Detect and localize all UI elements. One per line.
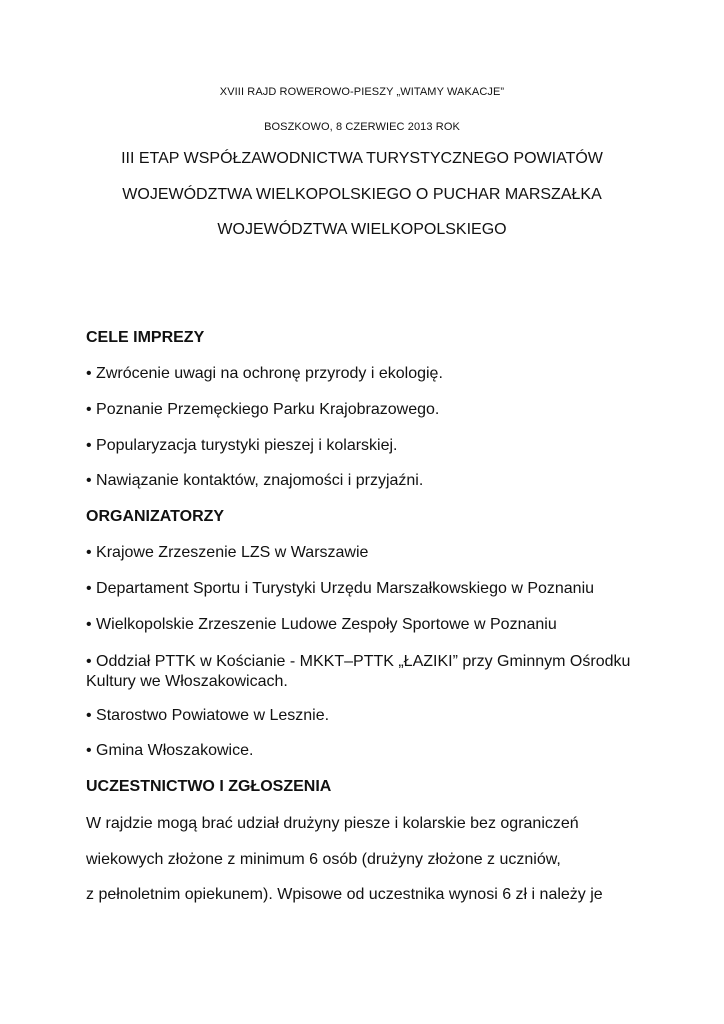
goal-item: • Poznanie Przemęckiego Parku Krajobrazowego. (86, 401, 440, 418)
organizer-item: • Krajowe Zrzeszenie LZS w Warszawie (86, 544, 369, 561)
goal-item: • Nawiązanie kontaktów, znajomości i przyjaźni. (86, 472, 424, 489)
organizer-item: • Starostwo Powiatowe w Lesznie. (86, 707, 330, 724)
title-line-1: III ETAP WSPÓŁZAWODNICTWA TURYSTYCZNEGO POWIATÓW (121, 150, 603, 167)
location-date: BOSZKOWO, 8 CZERWIEC 2013 ROK (264, 121, 460, 133)
organizer-item: • Wielkopolskie Zrzeszenie Ludowe Zespoły Sportowe w Poznaniu (86, 616, 557, 633)
participation-heading: UCZESTNICTWO I ZGŁOSZENIA (86, 778, 332, 795)
participation-line: z pełnoletnim opiekunem). Wpisowe od uczestnika wynosi 6 zł i należy je (86, 886, 603, 903)
participation-line: W rajdzie mogą brać udział drużyny piesze i kolarskie bez ograniczeń (86, 815, 579, 832)
goals-heading: CELE IMPREZY (86, 329, 205, 346)
organizer-item: • Departament Sportu i Turystyki Urzędu Marszałkowskiego w Poznaniu (86, 580, 595, 597)
goal-item: • Zwrócenie uwagi na ochronę przyrody i ekologię. (86, 365, 443, 382)
organizers-heading: ORGANIZATORZY (86, 508, 225, 525)
organizer-item: • Gmina Włoszakowice. (86, 742, 254, 759)
goal-item: • Popularyzacja turystyki pieszej i kolarskiej. (86, 437, 398, 454)
title-line-3: WOJEWÓDZTWA WIELKOPOLSKIEGO (217, 221, 507, 238)
event-name: XVIII RAJD ROWEROWO-PIESZY „WITAMY WAKACJE” (219, 86, 505, 98)
participation-line: wiekowych złożone z minimum 6 osób (drużyny złożone z uczniów, (86, 851, 561, 868)
organizer-item: • Oddział PTTK w Kościanie - MKKT–PTTK „ŁAZIKI” przy Gminnym Ośrodku Kultury we Włoszakowicach. (86, 653, 631, 690)
title-line-2: WOJEWÓDZTWA WIELKOPOLSKIEGO O PUCHAR MARSZAŁKA (122, 186, 602, 203)
